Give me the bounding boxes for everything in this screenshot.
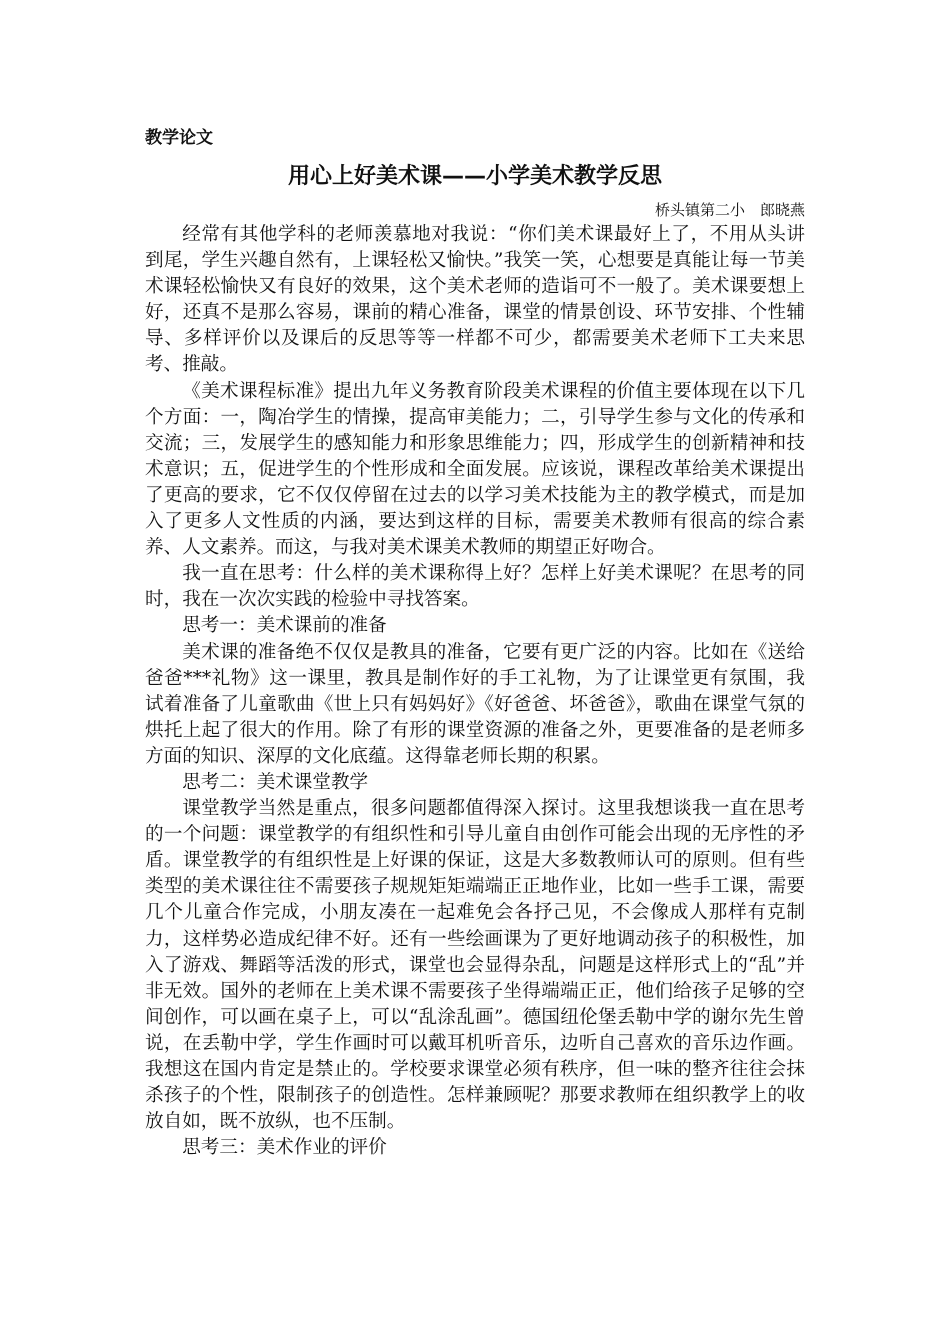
section-heading-3: 思考三：美术作业的评价 bbox=[182, 1137, 387, 1159]
document-author: 桥头镇第二小 郎晓燕 bbox=[654, 201, 805, 219]
document-body bbox=[145, 222, 805, 1161]
document-title: 用心上好美术课——小学美术教学反思 bbox=[287, 164, 662, 189]
section-heading-1: 思考一：美术课前的准备 bbox=[182, 615, 387, 637]
paragraph-question: 我一直在思考：什么样的美术课称得上好？怎样上好美术课呢？在思考的同时，我在一次次实践的检验中寻找答案。 bbox=[145, 563, 805, 611]
section-heading-2: 思考二：美术课堂教学 bbox=[182, 771, 369, 793]
paragraph-intro: 经常有其他学科的老师羡慕地对我说：“你们美术课最好上了，不用从头讲到尾，学生兴趣自然有，上课轻松又愉快。”我笑一笑，心想要是真能让每一节美术课轻松愉快又有良好的效果，这个美术老师的造诣可不一般了。美术课要想上好，还真不是那么容易，课前的精心准备，课堂的情景创设、环节安排、个性辅导、多样评价以及课后的反思等等一样都不可少，都需要美术老师下工夫来思考、推敲。 bbox=[145, 224, 805, 376]
paragraph-curriculum-standard: 《美术课程标准》提出九年义务教育阶段美术课程的价值主要体现在以下几个方面：一，陶冶学生的情操，提高审美能力；二，引导学生参与文化的传承和交流；三，发展学生的感知能力和形象思维能力；四，形成学生的创新精神和技术意识；五，促进学生的个性形成和全面发展。应该说，课程改革给美术课提出了更高的要求，它不仅仅停留在过去的以学习美术技能为主的教学模式，而是加入了更多人文性质的内涵，要达到这样的目标，需要美术教师有很高的综合素养、人文素养。而这，与我对美术课美术教师的期望正好吻合。 bbox=[145, 380, 805, 559]
document-category: 教学论文 bbox=[145, 128, 213, 148]
paragraph-preparation: 美术课的准备绝不仅仅是教具的准备，它要有更广泛的内容。比如在《送给爸爸***礼物》这一课里，教具是制作好的手工礼物，为了让课堂更有氛围，我试着准备了儿童歌曲《世上只有妈妈好》《好爸爸、坏爸爸》，歌曲在课堂气氛的烘托上起了很大的作用。除了有形的课堂资源的准备之外，更要准备的是老师多方面的知识、深厚的文化底蕴。这得靠老师长期的积累。 bbox=[145, 641, 805, 767]
paragraph-classroom-teaching: 课堂教学当然是重点，很多问题都值得深入探讨。这里我想谈我一直在思考的一个问题：课堂教学的有组织性和引导儿童自由创作可能会出现的无序性的矛盾。课堂教学的有组织性是上好课的保证，这是大多数教师认可的原则。但有些类型的美术课往往不需要孩子规规矩矩端端正正地作业，比如一些手工课，需要几个儿童合作完成，小朋友凑在一起难免会各抒己见，不会像成人那样有克制力，这样势必造成纪律不好。还有一些绘画课为了更好地调动孩子的积极性，加入了游戏、舞蹈等活泼的形式，课堂也会显得杂乱，问题是这样形式上的“乱”并非无效。国外的老师在上美术课不需要孩子坐得端端正正，他们给孩子足够的空间创作，可以画在桌子上，可以“乱涂乱画”。德国纽伦堡丢勒中学的谢尔先生曾说，在丢勒中学，学生作画时可以戴耳机听音乐，边听自己喜欢的音乐边作画。我想这在国内肯定是禁止的。学校要求课堂必须有秩序，但一味的整齐往往会抹杀孩子的个性，限制孩子的创造性。怎样兼顾呢？那要求教师在组织教学上的收放自如，既不放纵，也不压制。 bbox=[145, 798, 805, 1133]
